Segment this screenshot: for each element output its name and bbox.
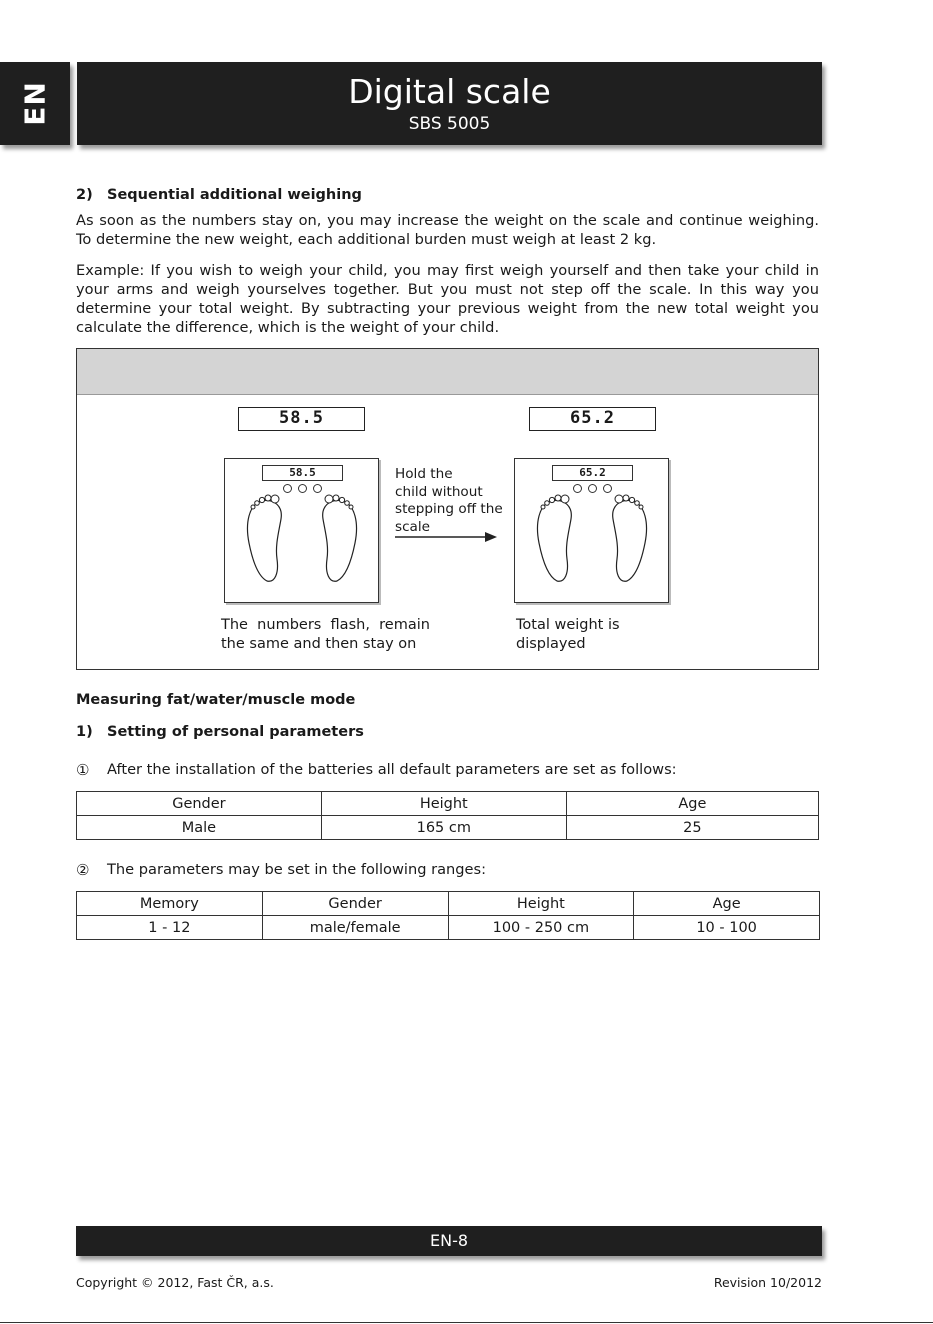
scale-button-icon [588, 484, 597, 493]
table-header-cell: Gender [77, 792, 322, 816]
instruction-line: stepping off the [395, 501, 503, 517]
default-parameters-table [76, 791, 819, 840]
scale-plate-left [224, 458, 379, 603]
subsection-number: 1) [76, 724, 93, 740]
section-heading: Measuring fat/water/muscle mode [76, 692, 356, 708]
item-marker-1: ① [76, 761, 90, 779]
table-header-cell: Memory [77, 892, 263, 916]
table-header-cell: Gender [262, 892, 448, 916]
table-cell: male/female [262, 916, 448, 940]
instruction-line: child without [395, 483, 483, 500]
caption-line: the same and then stay on [221, 636, 417, 652]
item-text-1: After the installation of the batteries all default parameters are set as follows: [107, 761, 677, 778]
subsection-heading: Setting of personal parameters [107, 724, 364, 740]
caption-line: Total weight is [516, 617, 620, 633]
paragraph-1: As soon as the numbers stay on, you may increase the weight on the scale and continue weighing. To determine the new weight, each additional burden must weigh at least 2 kg. [76, 212, 819, 248]
table-header-cell: Height [448, 892, 634, 916]
instruction-line: Hold the [395, 466, 453, 482]
scale-lcd-left: 58.5 [262, 465, 343, 481]
item-text-2: The parameters may be set in the following ranges: [107, 861, 487, 878]
item-marker-2: ② [76, 861, 90, 879]
illustration-header-band [77, 349, 818, 395]
table-header-row [77, 892, 820, 916]
bottom-divider [0, 1322, 933, 1323]
revision-label: Revision 10/2012 [713, 1275, 822, 1290]
table-cell: 165 cm [321, 816, 566, 840]
table-cell: 100 - 250 cm [448, 916, 634, 940]
scale-button-icon [313, 484, 322, 493]
paragraph-2: Example: If you wish to weigh your child, you may first weigh yourself and then take your child in your arms and weigh yourselves together. But you must not step off the scale. In this way you determine your total weight. By subtracting your previous weight from the new total weight you calculate the difference, which is the weight of your child. [76, 262, 819, 336]
language-label: EN [18, 81, 52, 126]
table-row [77, 816, 819, 840]
scale-plate-right [514, 458, 669, 603]
page-number: EN-8 [429, 1231, 469, 1250]
caption-right [516, 616, 676, 654]
section-heading-number: 2) [76, 187, 93, 203]
table-cell: 1 - 12 [77, 916, 263, 940]
lcd-reading-right: 65.2 [570, 408, 615, 428]
page-number-bar [76, 1226, 822, 1256]
table-cell: 10 - 100 [634, 916, 820, 940]
illustration-box [76, 348, 819, 670]
caption-line: The numbers flash, remain [221, 617, 430, 633]
parameter-ranges-table [76, 891, 820, 940]
scale-button-icon [603, 484, 612, 493]
hold-child-instruction [395, 466, 503, 536]
scale-button-icon [573, 484, 582, 493]
arrow-right-icon [395, 531, 499, 543]
scale-button-icon [298, 484, 307, 493]
lcd-display-left [238, 407, 365, 431]
title-bar [77, 62, 822, 145]
model-number: SBS 5005 [408, 114, 491, 134]
table-cell: Male [77, 816, 322, 840]
footprints-icon [239, 493, 365, 601]
lcd-reading-left: 58.5 [279, 408, 324, 428]
table-cell: 25 [566, 816, 818, 840]
table-row [77, 916, 820, 940]
table-header-cell: Height [321, 792, 566, 816]
scale-button-icon [283, 484, 292, 493]
table-header-cell: Age [634, 892, 820, 916]
document-title: Digital scale [348, 72, 551, 111]
lcd-display-right [529, 407, 656, 431]
copyright-notice: Copyright © 2012, Fast ČR, a.s. [76, 1275, 274, 1290]
instruction-line: scale [395, 518, 431, 535]
scale-lcd-right: 65.2 [552, 465, 633, 481]
section-heading: Sequential additional weighing [107, 187, 362, 203]
caption-left [221, 616, 430, 654]
table-header-cell: Age [566, 792, 818, 816]
caption-line: displayed [516, 636, 586, 652]
footprints-icon [529, 493, 655, 601]
language-tab [0, 62, 70, 145]
table-header-row [77, 792, 819, 816]
